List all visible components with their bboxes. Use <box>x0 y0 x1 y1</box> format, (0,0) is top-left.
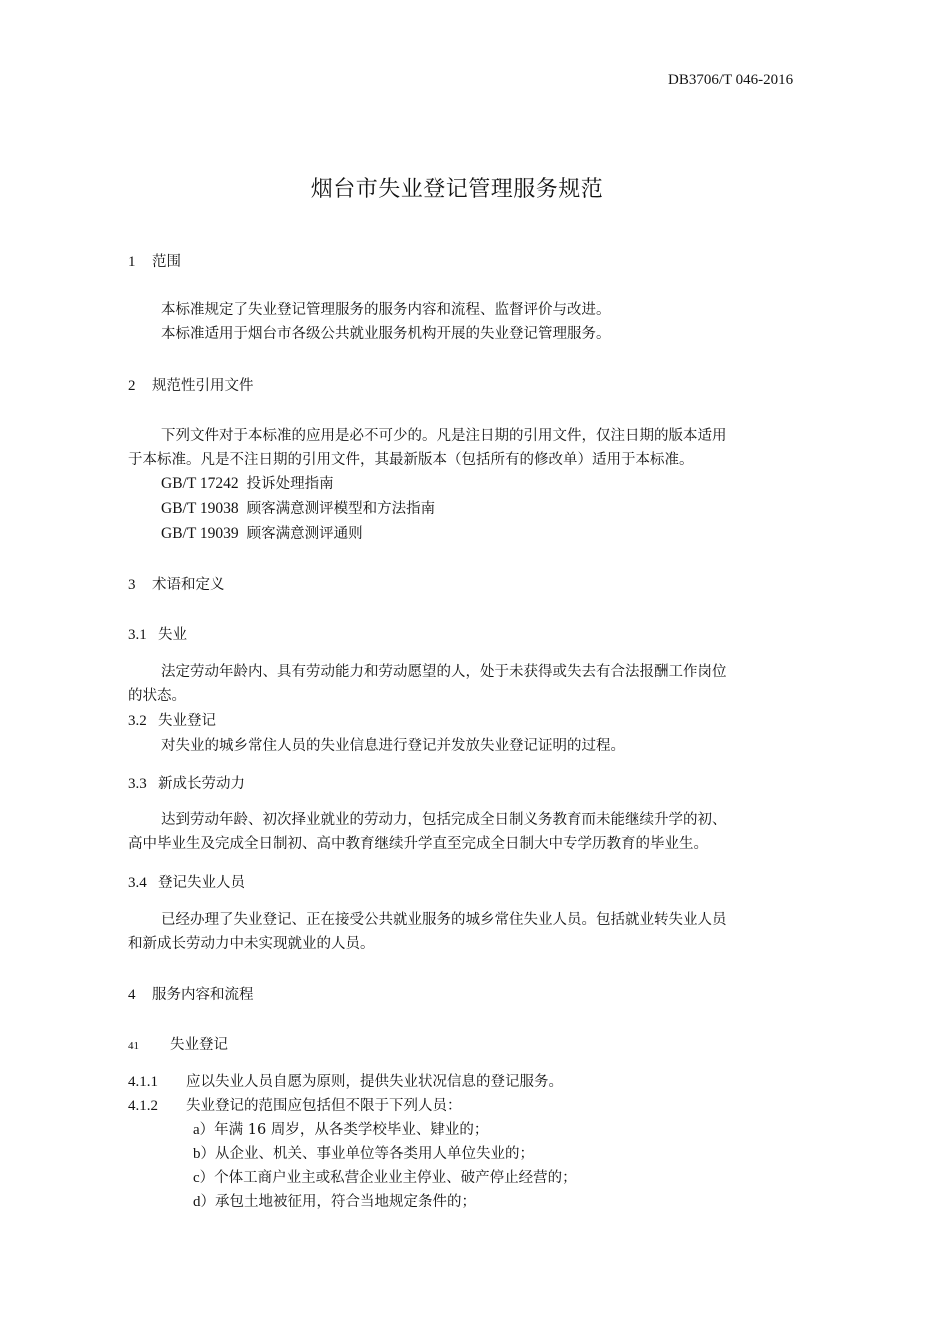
section-number: 1 <box>128 254 136 270</box>
term-definition-continuation: 的状态。 <box>128 688 186 704</box>
section-title: 规范性引用文件 <box>152 378 254 394</box>
list-item-text: ）从企业、机关、事业单位等各类用人单位失业的； <box>200 1146 534 1162</box>
term-number: 3.2 <box>128 713 147 729</box>
paragraph: 本标准规定了失业登记管理服务的服务内容和流程、监督评价与改进。 <box>161 302 611 318</box>
list-item <box>193 1118 488 1139</box>
term-definition-continuation: 高中毕业生及完成全日制初、高中教育继续升学直至完成全日制大中专学历教育的毕业生。 <box>128 836 708 852</box>
term-heading <box>128 772 245 793</box>
clause-number: 4.1.2 <box>128 1098 158 1114</box>
clause-text: 失业登记的范围应包括但不限于下列人员： <box>186 1098 462 1114</box>
section-heading-1 <box>128 250 181 271</box>
term-number: 3.1 <box>128 627 147 643</box>
term-definition: 已经办理了失业登记、正在接受公共就业服务的城乡常住失业人员。包括就业转失业人员 <box>161 912 727 928</box>
section-heading-2 <box>128 374 254 395</box>
term-title: 失业登记 <box>158 713 216 729</box>
reference-item <box>161 472 334 493</box>
term-title: 登记失业人员 <box>158 875 245 891</box>
clause <box>128 1094 462 1115</box>
list-item <box>193 1190 476 1211</box>
term-title: 新成长劳动力 <box>158 776 245 792</box>
term-title: 失业 <box>158 627 187 643</box>
section-title: 服务内容和流程 <box>152 987 254 1003</box>
reference-code: GB/T 19038 <box>161 500 239 517</box>
reference-title: 投诉处理指南 <box>246 476 334 492</box>
section-number: 4 <box>128 987 136 1003</box>
reference-title: 顾客满意测评模型和方法指南 <box>246 501 436 517</box>
section-title: 范围 <box>152 254 181 270</box>
reference-code: GB/T 17242 <box>161 475 239 492</box>
list-item-label: d <box>193 1194 201 1210</box>
reference-code: GB/T 19039 <box>161 525 239 542</box>
section-heading-3 <box>128 573 225 594</box>
term-heading <box>128 871 245 892</box>
subsection-heading <box>128 1033 228 1054</box>
term-heading <box>128 623 187 644</box>
section-heading-4 <box>128 983 254 1004</box>
list-item-text: ）年满 16 周岁，从各类学校毕业、肄业的； <box>199 1122 489 1138</box>
term-definition: 对失业的城乡常住人员的失业信息进行登记并发放失业登记证明的过程。 <box>161 738 625 754</box>
term-definition-continuation: 和新成长劳动力中未实现就业的人员。 <box>128 936 375 952</box>
list-item-text: ）承包土地被征用，符合当地规定条件的； <box>200 1194 476 1210</box>
list-item-label: b <box>193 1146 201 1162</box>
list-item-label: c <box>193 1170 200 1186</box>
term-number: 3.4 <box>128 875 147 891</box>
paragraph-continuation: 于本标准。凡是不注日期的引用文件，其最新版本（包括所有的修改单）适用于本标准。 <box>128 452 694 468</box>
list-item <box>193 1142 534 1163</box>
term-definition: 达到劳动年龄、初次择业就业的劳动力，包括完成全日制义务教育而未能继续升学的初、 <box>161 812 727 828</box>
reference-item <box>161 522 363 543</box>
list-item-label: a <box>193 1122 200 1138</box>
clause-text: 应以失业人员自愿为原则，提供失业状况信息的登记服务。 <box>186 1074 563 1090</box>
clause <box>128 1070 563 1091</box>
subsection-number: 41 <box>128 1040 139 1052</box>
section-number: 2 <box>128 378 136 394</box>
reference-title: 顾客满意测评通则 <box>246 526 363 542</box>
list-item-text: ）个体工商户业主或私营企业业主停业、破产停止经营的； <box>199 1170 577 1186</box>
term-number: 3.3 <box>128 776 147 792</box>
section-title: 术语和定义 <box>152 577 225 593</box>
subsection-title: 失业登记 <box>170 1037 228 1053</box>
reference-item <box>161 497 435 518</box>
term-definition: 法定劳动年龄内、具有劳动能力和劳动愿望的人，处于未获得或失去有合法报酬工作岗位 <box>161 664 727 680</box>
document-title: 烟台市失业登记管理服务规范 <box>310 177 604 202</box>
section-number: 3 <box>128 577 136 593</box>
paragraph: 下列文件对于本标准的应用是必不可少的。凡是注日期的引用文件，仅注日期的版本适用 <box>161 428 727 444</box>
paragraph: 本标准适用于烟台市各级公共就业服务机构开展的失业登记管理服务。 <box>161 326 611 342</box>
clause-number: 4.1.1 <box>128 1074 158 1090</box>
list-item <box>193 1166 577 1187</box>
standard-id: DB3706/T 046-2016 <box>668 72 794 88</box>
term-heading <box>128 709 216 730</box>
